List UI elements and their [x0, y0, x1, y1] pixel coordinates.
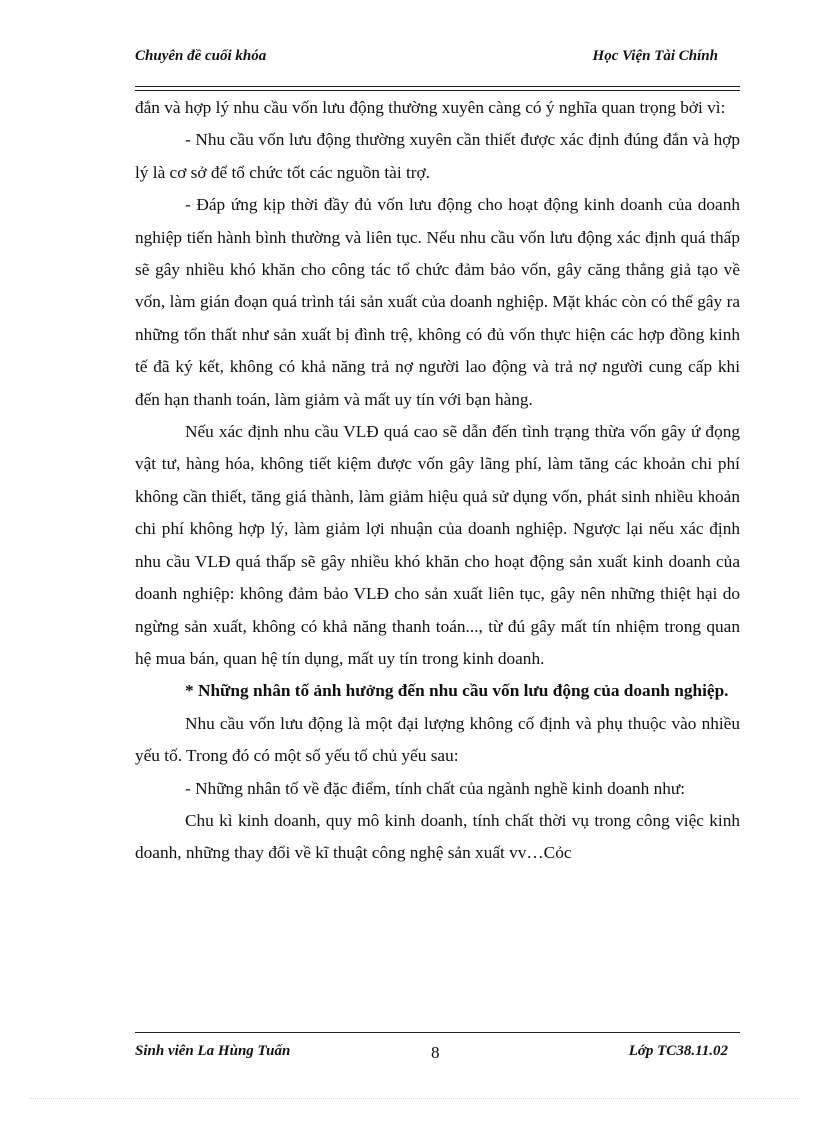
page-number: 8: [431, 1043, 440, 1062]
paragraph: Chu kì kinh doanh, quy mô kinh doanh, tính chất thời vụ trong công việc kinh doanh, những thay đổi về kĩ thuật công nghệ sản xuất vv…Cỏc: [135, 810, 740, 863]
header-institution: Học Viện Tài Chính: [592, 48, 718, 64]
page-footer: [135, 1043, 740, 1065]
document-body: [135, 92, 740, 870]
paragraph: đắn và hợp lý nhu cầu vốn lưu động thường xuyên càng có ý nghĩa quan trọng bởi vì:: [135, 98, 726, 117]
paragraph: - Những nhân tố về đặc điểm, tính chất của ngành nghề kinh doanh như:: [185, 778, 686, 798]
paragraph: Nếu xác định nhu cầu VLĐ quá cao sẽ dẫn đến tình trạng thừa vốn gây ứ đọng vật tư, hàng hóa, không tiết kiệm được vốn gây lãng phí, làm tăng các khoản chi phí không cần thiết, tăng giá thành, làm giảm hiệu quả sử dụng vốn, phát sinh nhiều khoản chi phí không hợp lý, làm giảm lợi nhuận của doanh nghiệp. Ngược lại nếu xác định nhu cầu VLĐ quá thấp sẽ gây nhiều khó khăn cho hoạt động sản xuất kinh doanh của doanh nghiệp: không đảm bảo VLĐ cho sản xuất liên tục, gây nên những thiệt hại do ngừng sản xuất, không có khả năng thanh toán..., từ đú gây mất tín nhiệm trong quan hệ mua bán, quan hệ tín dụng, mất uy tín trong kinh doanh.: [135, 422, 740, 668]
footer-divider: [135, 1032, 740, 1033]
header-document-title: Chuyên đề cuối khóa: [135, 48, 267, 64]
paragraph: - Đáp ứng kịp thời đầy đủ vốn lưu động cho hoạt động kinh doanh của doanh nghiệp tiến hành bình thường và liên tục. Nếu nhu cầu vốn lưu động xác định quá thấp sẽ gây nhiều khó khăn cho công tác tổ chức đảm bảo vốn, gây căng thẳng giả tạo về vốn, làm gián đoạn quá trình tái sản xuất của doanh nghiệp. Mặt khác còn có thể gây ra những tổn thất như sản xuất bị đình trệ, không có đủ vốn thực hiện các hợp đồng kinh tế đã ký kết, không có khả năng trả nợ người lao động và trả nợ người cung cấp khi đến hạn thanh toán, làm giảm và mất uy tín với bạn hàng.: [135, 195, 740, 409]
paragraph: Nhu cầu vốn lưu động là một đại lượng không cố định và phụ thuộc vào nhiều yếu tố. Trong đó có một số yếu tố chủ yếu sau:: [135, 713, 740, 766]
page-header: [135, 48, 740, 72]
footer-student-name: Sinh viên La Hùng Tuấn: [135, 1043, 291, 1059]
footer-class-code: Lớp TC38.11.02: [628, 1043, 728, 1059]
header-divider: [135, 86, 740, 91]
section-heading: * Những nhân tố ảnh hưởng đến nhu cầu vốn lưu động của doanh nghiệp.: [185, 681, 729, 701]
page-bottom-dotted-line: [30, 1098, 800, 1099]
paragraph: - Nhu cầu vốn lưu động thường xuyên cần thiết được xác định đúng đắn và hợp lý là cơ sở để tổ chức tốt các nguồn tài trợ.: [135, 130, 740, 182]
